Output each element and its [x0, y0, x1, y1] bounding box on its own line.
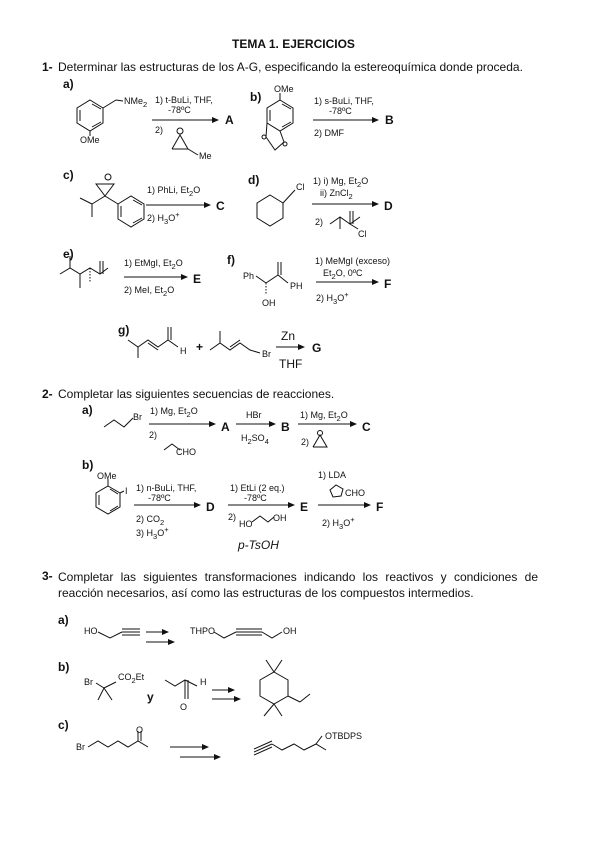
- q1c-r1: 1) PhLi, $Et_2O$: [147, 185, 201, 198]
- q2b-i: I: [125, 486, 128, 496]
- q1f-ph: Ph: [243, 271, 255, 281]
- q3c-substrate: [88, 731, 148, 747]
- q1e-r2: 2) MeI, $Et_2O$: [124, 285, 175, 298]
- q2b-ptsoh: p-TsOH: [238, 538, 279, 552]
- q1b-r1b: -78ºC: [329, 106, 352, 116]
- q1-text: Determinar las estructuras de los A-G, especificando la estereoquímica donde proceda.: [58, 60, 523, 74]
- q2b-ome: OMe: [97, 471, 117, 481]
- q1d-cl2: Cl: [358, 229, 367, 239]
- q2b-lda: 1) LDA: [318, 470, 347, 480]
- q1c-label: c): [63, 168, 74, 182]
- q2a-epoxide: [313, 431, 327, 448]
- q3a-product: [214, 629, 282, 638]
- q2a-productB: B: [281, 420, 290, 434]
- q1f-label: f): [227, 253, 235, 267]
- q2a-r1: 1) Mg, $Et_2O$: [150, 406, 198, 419]
- q3b-y: y: [147, 690, 154, 704]
- q1g-aldehyde: [128, 327, 178, 358]
- q2b-r2: 2) $CO_2$: [136, 514, 165, 527]
- q1g-prenyl-bromide: [210, 331, 260, 353]
- q3b-aldehyde: [165, 680, 197, 699]
- q1a-nme2: NMe$_2$: [124, 96, 148, 109]
- q2a-substrate: [104, 418, 133, 427]
- q1g-label: g): [118, 323, 130, 337]
- q1f-product: F: [384, 277, 392, 291]
- q2a-cho: CHO: [176, 447, 196, 457]
- q3b-o: O: [180, 702, 188, 712]
- q1e-product: E: [193, 272, 202, 286]
- q2b-label: b): [82, 458, 94, 472]
- q1g-zn: Zn: [281, 329, 296, 343]
- q1b-substrate: [262, 93, 293, 150]
- q1d-r1b: ii) ZnCl$_2$: [320, 188, 353, 201]
- q1c-substrate: [80, 174, 144, 227]
- q3c-o: O: [136, 725, 144, 735]
- q2b-diol: [252, 516, 274, 522]
- q2a-hbr: HBr: [246, 410, 262, 420]
- q3b-product: [260, 660, 310, 716]
- q1a-epoxide: [172, 128, 198, 155]
- q1a-substrate: [77, 100, 123, 136]
- q1d-product: D: [384, 199, 393, 213]
- q2a-aldehyde: [164, 444, 180, 450]
- q2a-br: Br: [133, 412, 142, 422]
- q2-text: Completar las siguientes secuencias de reacciones.: [58, 387, 335, 401]
- q3a-thpo: THPO: [190, 626, 216, 636]
- q1a-ome: OMe: [80, 135, 100, 145]
- q1b-r2: 2) DMF: [314, 128, 344, 138]
- q1c-r2: 2) $H_3O^+$: [147, 210, 180, 226]
- q3b-bromoester: [96, 682, 116, 700]
- q2b-productF: F: [376, 500, 384, 514]
- q1b-r1: 1) s-BuLi, THF,: [314, 96, 374, 106]
- q1a-me: Me: [199, 151, 212, 161]
- page-title: TEMA 1. EJERCICIOS: [232, 37, 355, 51]
- q1b-ome: OMe: [274, 84, 294, 94]
- q1f-ph2: PH: [290, 281, 303, 291]
- q1f-r1: 1) MeMgI (exceso): [315, 256, 391, 266]
- q1a-product: A: [225, 113, 234, 127]
- q1f-substrate: [256, 262, 288, 295]
- q2a-label: a): [82, 403, 93, 417]
- q1d-r2: 2): [315, 217, 324, 227]
- q2b-r3: 3) $H_3O^+$: [136, 525, 169, 541]
- q3c-br: Br: [76, 742, 85, 752]
- q1c-product: C: [216, 199, 225, 213]
- q2b-productE: E: [300, 500, 309, 514]
- q2b-oh: OH: [273, 513, 287, 523]
- q3b-label: b): [58, 660, 70, 674]
- q1g-br: Br: [262, 349, 271, 359]
- q2b-r1: 1) n-BuLi, THF,: [136, 483, 197, 493]
- q2b-r4: 1) EtLi (2 eq.): [230, 483, 285, 493]
- q1g-plus: +: [196, 340, 204, 354]
- q3c-product: [254, 736, 326, 755]
- q1g-thf: THF: [279, 357, 303, 371]
- q1d-r1: 1) i) Mg, $Et_2O$: [313, 176, 369, 189]
- q2b-r1b: -78ºC: [148, 493, 171, 503]
- q2-number: 2-: [42, 387, 53, 401]
- q1d-cl: Cl: [296, 182, 305, 192]
- q1d-label: d): [248, 173, 260, 187]
- q1b-product: B: [385, 113, 394, 127]
- q3a-substrate: [98, 629, 140, 638]
- q3b-h: H: [200, 677, 207, 687]
- q1e-label: e): [63, 247, 74, 261]
- q2a-r2: 2): [149, 430, 158, 440]
- q1d-acyl-chloride: [330, 211, 360, 229]
- q3b-co2et: $CO_2Et$: [118, 672, 145, 685]
- q3b-br: Br: [84, 677, 93, 687]
- q2b-productD: D: [206, 500, 215, 514]
- q1a-label: a): [63, 77, 74, 91]
- q2b-r6: 2) $H_3O^+$: [322, 515, 355, 531]
- q1f-r1b: $Et_2O$, 0ºC: [323, 268, 363, 281]
- q2b-ho: HO: [239, 519, 253, 529]
- q2a-r4: 2): [301, 437, 310, 447]
- q1e-substrate: [60, 256, 108, 288]
- q2a-r3: 1) Mg, $Et_2O$: [300, 410, 348, 423]
- q2a-h2so4: $H_2SO_4$: [241, 433, 269, 446]
- q2b-r4b: -78ºC: [244, 493, 267, 503]
- q3-number: 3-: [42, 569, 53, 583]
- q1a-r1b: -78ºC: [168, 105, 191, 115]
- q1d-substrate: [257, 190, 295, 226]
- q3a-oh: OH: [283, 626, 297, 636]
- q1g-product: G: [312, 341, 322, 355]
- q3-text: Completar las siguientes transformaciones indicando los reactivos y condiciones de reacción necesarios, así como las estructuras de los compuestos intermedios.: [58, 570, 538, 600]
- q2a-productA: A: [221, 420, 230, 434]
- q1b-label: b): [250, 90, 262, 104]
- q2b-r5: 2): [228, 512, 237, 522]
- q3c-otbdps: OTBDPS: [325, 731, 363, 741]
- q2b-substrate: [96, 479, 124, 514]
- q3a-label: a): [58, 613, 69, 627]
- q1e-r1: 1) EtMgI, $Et_2O$: [124, 258, 183, 271]
- q1a-r2: 2): [155, 125, 164, 135]
- q2b-cyclopentanecarbaldehyde: [330, 485, 343, 497]
- q1g-h: H: [180, 346, 187, 356]
- q1a-r1: 1) t-BuLi, THF,: [155, 95, 213, 105]
- q2a-productC: C: [362, 420, 371, 434]
- q1f-oh: OH: [262, 298, 276, 308]
- q1f-r2: 2) $H_3O^+$: [316, 290, 349, 306]
- q1-number: 1-: [42, 60, 53, 74]
- q2b-cho: CHO: [345, 488, 365, 498]
- q3a-ho: HO: [84, 626, 98, 636]
- q3c-label: c): [58, 718, 69, 732]
